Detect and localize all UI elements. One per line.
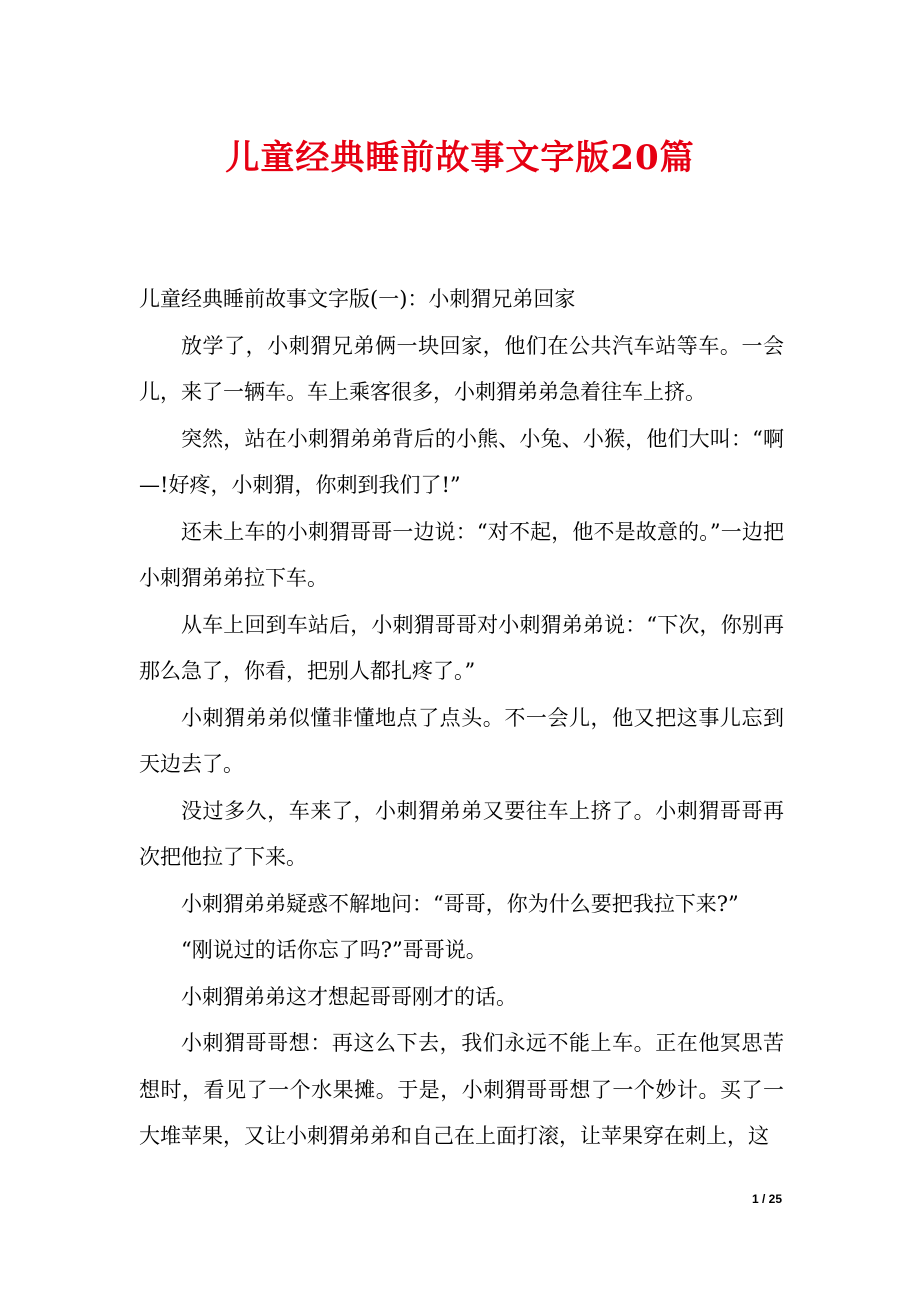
paragraph: 小刺猬弟弟这才想起哥哥刚才的话。 — [181, 984, 517, 1009]
paragraph: 从车上回到车站后，小刺猬哥哥对小刺猬弟弟说：“下次，你别再那么急了，你看，把别人都扎疼了。” — [139, 612, 784, 683]
page-number: 1 / 25 — [751, 1192, 782, 1206]
paragraph: 没过多久，车来了，小刺猬弟弟又要往车上挤了。小刺猬哥哥再次把他拉了下来。 — [139, 798, 784, 869]
document-body — [139, 276, 784, 1160]
paragraph: 小刺猬弟弟疑惑不解地问：“哥哥，你为什么要把我拉下来?” — [181, 891, 739, 916]
paragraph: 小刺猬弟弟似懂非懂地点了点头。不一会儿，他又把这事儿忘到天边去了。 — [139, 705, 784, 776]
document-title: 儿童经典睡前故事文字版20篇 — [225, 138, 695, 178]
paragraph: “刚说过的话你忘了吗?”哥哥说。 — [181, 938, 487, 962]
paragraph: 突然，站在小刺猬弟弟背后的小熊、小兔、小猴，他们大叫：“啊—!好疼，小刺猬，你刺到我们了!” — [139, 426, 784, 497]
paragraph: 放学了，小刺猬兄弟俩一块回家，他们在公共汽车站等车。一会儿，来了一辆车。车上乘客很多，小刺猬弟弟急着往车上挤。 — [139, 333, 784, 404]
paragraph: 还未上车的小刺猬哥哥一边说：“对不起，他不是故意的。”一边把小刺猬弟弟拉下车。 — [139, 519, 784, 590]
paragraph: 小刺猬哥哥想：再这么下去，我们永远不能上车。正在他冥思苦想时，看见了一个水果摊。于是，小刺猬哥哥想了一个妙计。买了一大堆苹果，又让小刺猬弟弟和自己在上面打滚，让苹果穿在刺上，这 — [139, 1031, 784, 1148]
story-heading: 儿童经典睡前故事文字版(一)：小刺猬兄弟回家 — [139, 287, 576, 311]
